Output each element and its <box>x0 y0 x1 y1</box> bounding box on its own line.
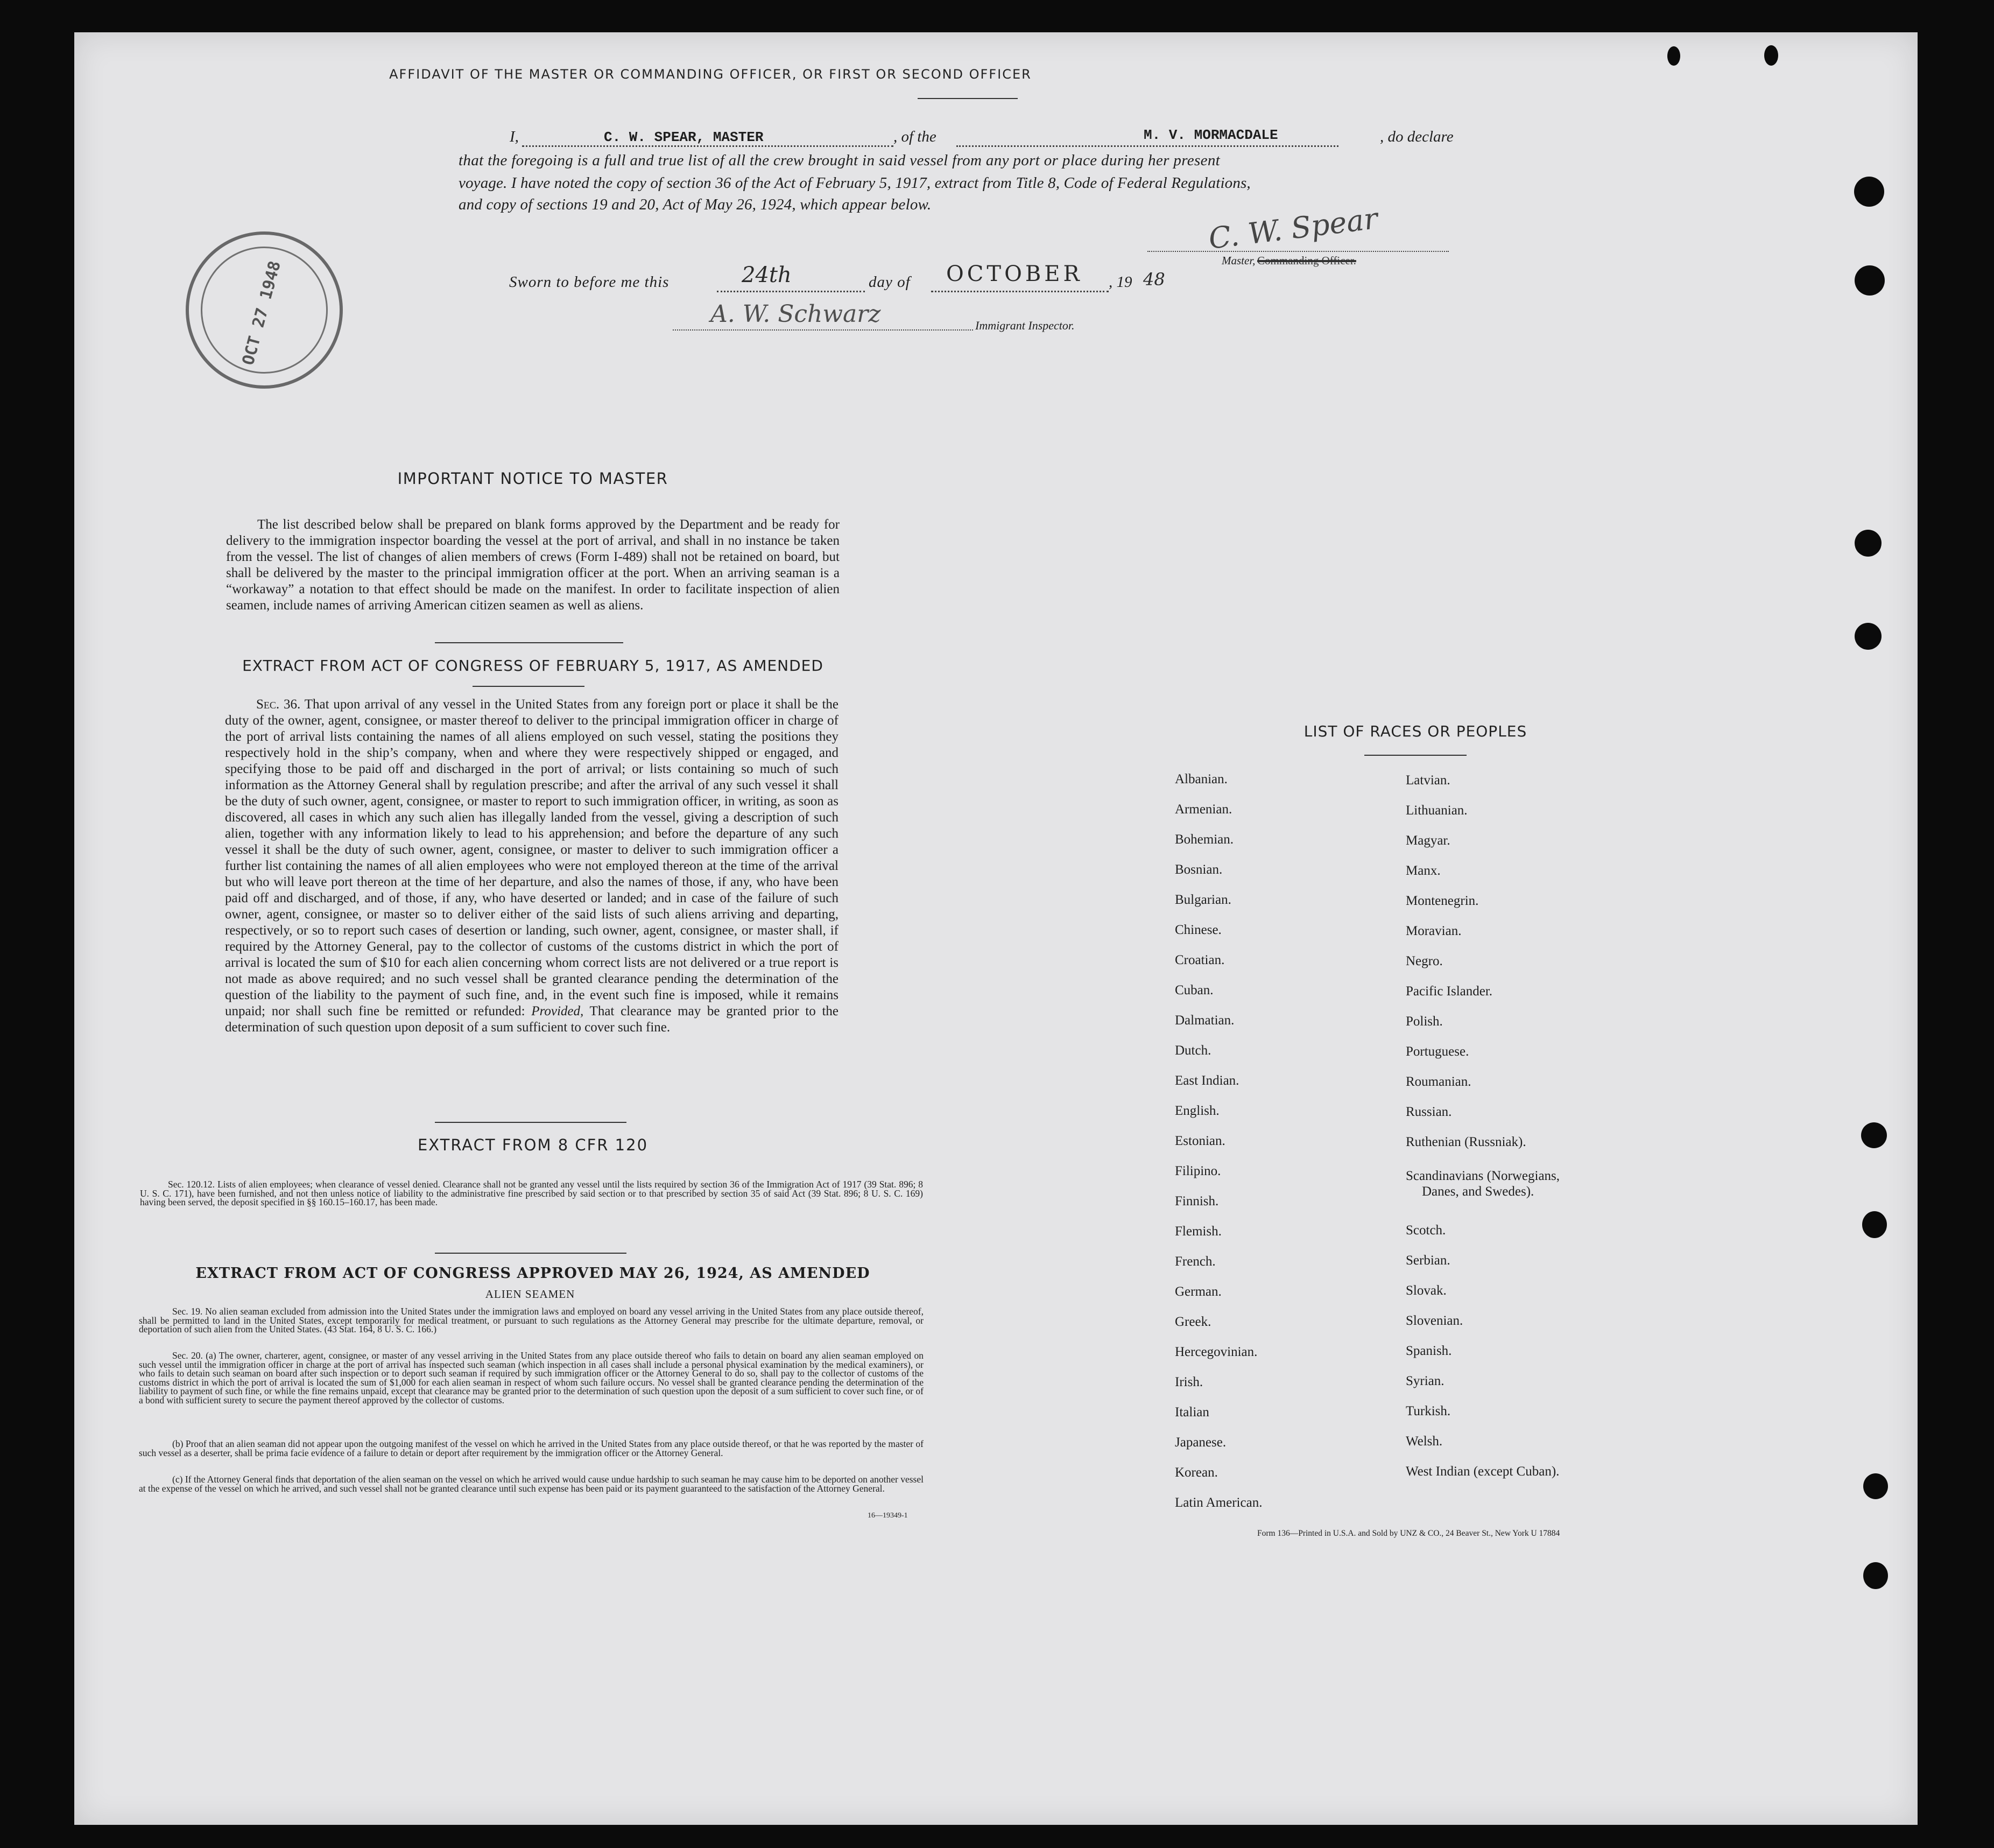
inspector-label: Immigrant Inspector. <box>975 319 1075 332</box>
sec20b-text: (b) Proof that an alien seaman did not appear upon the outgoing manifest of the vessel on which he arrived in the United States from any place outside thereof, or that he was reported by the master of such vessel as a deserter, shall be prima facie evidence of a failure to detain or deport after requirement by the immigration officer or the Attorney General. <box>139 1438 924 1458</box>
stamp-date: OCT 27 1948 <box>238 259 285 367</box>
race-item: Pacific Islander. <box>1406 984 1493 999</box>
race-item: Slovak. <box>1406 1283 1447 1298</box>
race-item: Italian <box>1175 1405 1209 1420</box>
race-item: Portuguese. <box>1406 1044 1469 1059</box>
race-item: Lithuanian. <box>1406 803 1468 818</box>
punch-hole <box>1667 46 1680 66</box>
race-item: Japanese. <box>1175 1435 1227 1450</box>
sec36-body: That upon arrival of any vessel in the United States from any foreign port or place it shall be the duty of the owner, agent, consignee, or master thereof to deliver to the principal immigration officer in charge of the port of arrival lists containing the names of all aliens employed on such vessel, stating the positions they respectively hold in the ship’s company, when and where they were respectively shipped or engaged, and specifying those to be paid off and discharged in the port of arrival; or lists containing so much of such information as the Attorney General shall by regulation prescribe; and after the arrival of any such vessel it shall be the duty of such owner, agent, consignee, or master to report to such immigration officer, in writing, as soon as discovered, all cases in which any such alien has illegally landed from the vessel, giving a description of such alien, together with any information likely to lead to his apprehension; and before the departure of any such vessel it shall be the duty of such owner, agent, consignee, or master to deliver to such immigration officer a further list containing the names of all alien employees who were not employed thereon at the time of the arrival but who will leave port thereon at the time of her departure, and also the names of those, if any, who have been paid off and discharged, and of those, if any, who have deserted or landed; and in case of the failure of such owner, agent, consignee, or master so to deliver either of the said lists of such aliens arriving and departing, respectively, or so to report such cases of desertion or landing, such owner, agent, consignee, or master shall, if required by the Attorney General, pay to the collector of customs of the customs district in which the port of arrival is located the sum of $10 for each alien concerning whom correct lists are not delivered or a true report is not made as above required; and no such vessel shall be granted clearance pending the determination of the question of the liability to the payment of such fine, and, in the event such fine is imposed, while it remains unpaid; nor shall such fine be remitted or refunded: <box>225 697 839 1018</box>
master-name-field: C. W. SPEAR, MASTER <box>604 129 764 145</box>
race-item: Spanish. <box>1406 1344 1452 1358</box>
divider <box>435 1122 626 1123</box>
race-item: Hercegovinian. <box>1175 1345 1258 1359</box>
sworn-label: Sworn to before me this <box>509 273 670 291</box>
race-item: Russian. <box>1406 1105 1452 1119</box>
divider <box>435 1253 626 1254</box>
year-field: 48 <box>1143 269 1165 290</box>
master-label: Master, <box>1222 254 1256 267</box>
race-item: East Indian. <box>1175 1073 1239 1088</box>
master-signature-line <box>1147 251 1449 252</box>
race-item: Greek. <box>1175 1315 1211 1329</box>
master-name-line <box>522 145 893 147</box>
race-item: Finnish. <box>1175 1194 1219 1208</box>
race-item: Syrian. <box>1406 1374 1445 1388</box>
sec20c-text: (c) If the Attorney General finds that deportation of the alien seaman on the vessel on which he arrived would cause undue hardship to such seaman he may cause him to be deported on another vessel at the expense of the vessel on which he arrived, and such vessel shall not be granted clearance until such expense has been paid or its payment guaranteed to the satisfaction of the Attorney General. <box>139 1474 924 1494</box>
notice-text: The list described below shall be prepared on blank forms approved by the Department and be ready for delivery to the immigration inspector boarding the vessel at the port of arrival, and shall in no instance be taken from the vessel. The list of changes of alien members of crews (Form I-489) shall not be retained on board, but shall be delivered by the master to the principal immigration officer at the port. When an arriving seaman is a “workaway” a notation to that effect should be made on the manifest. In order to facilitate inspection of alien seamen, include names of arriving American citizen seamen as well as aliens. <box>226 517 840 613</box>
race-item: Serbian. <box>1406 1253 1450 1268</box>
race-item: Scotch. <box>1406 1223 1446 1238</box>
races-right-column <box>1406 1215 1559 1487</box>
cfr-heading: EXTRACT FROM 8 CFR 120 <box>417 1136 649 1154</box>
race-item: Montenegrin. <box>1406 894 1479 908</box>
race-item: French. <box>1175 1254 1216 1269</box>
punch-hole <box>1862 1211 1887 1238</box>
divider <box>473 686 584 687</box>
race-item: Manx. <box>1406 863 1441 878</box>
races-heading: LIST OF RACES OR PEOPLES <box>1304 722 1527 740</box>
punch-hole <box>1855 623 1882 650</box>
sec20a-text: Sec. 20. (a) The owner, charterer, agent, consignee, or master of any vessel arriving in the United States from any place outside thereof who fails to detain on board any alien seaman employed on such vessel until the immigration officer in charge at the port of arrival has inspected such seaman (which inspection in all cases shall include a personal physical examination by the medical examiners), or who fails to detain such seaman on board after such inspection or to deport such seaman if required by such immigration officer or the Attorney General to do so, shall pay to the collector of customs of the customs district in which the port of arrival is located the sum of $1,000 for each alien seaman in respect of whom such failure occurs. No vessel shall be granted clearance pending the determination of the liability to payment of such fine, or while the fine remains unpaid, except that clearance may be granted prior to the determination of such question upon the deposit of a sum sufficient to cover such fine, or of a bond with sufficient surety to secure the payment thereof approved by the collector of customs. <box>139 1350 924 1406</box>
race-item: Dalmatian. <box>1175 1013 1235 1028</box>
vessel-name-line <box>956 145 1338 147</box>
inspector-signature-line <box>673 329 973 331</box>
declare-label: , do declare <box>1380 128 1454 145</box>
divider <box>435 642 623 643</box>
provided-label: Provided, <box>531 1004 584 1018</box>
race-item: Korean. <box>1175 1465 1218 1480</box>
commanding-officer-struck: Commanding Officer. <box>1257 254 1356 267</box>
sec19-text: Sec. 19. No alien seaman excluded from admission into the United States under the immigration laws and employed on board any vessel arriving in the United States from any place outside thereof, shall be permitted to land in the United States, except temporarily for medical treatment, or pursuant to such regulations as the Attorney General may prescribe for the ultimate departure, removal, or deportation of such alien from the United States. (43 Stat. 164, 8 U. S. C. 166.) <box>139 1306 924 1334</box>
punch-hole <box>1855 530 1882 557</box>
race-item: Croatian. <box>1175 953 1225 967</box>
race-item: English. <box>1175 1104 1220 1118</box>
sworn-day-line <box>717 291 865 292</box>
race-item: Moravian. <box>1406 924 1462 938</box>
affidavit-line: and copy of sections 19 and 20, Act of May 26, 1924, which appear below. <box>459 196 932 213</box>
races-left-column <box>1175 764 1262 1518</box>
inspection-stamp <box>186 231 343 389</box>
race-item: Latvian. <box>1406 773 1450 788</box>
race-item: Turkish. <box>1406 1404 1451 1418</box>
day-of-label: day of <box>869 273 911 291</box>
affidavit-line: voyage. I have noted the copy of section 36 of the Act of February 5, 1917, extract from Title 8, Code of Federal Regulations, <box>459 174 1251 192</box>
punch-hole <box>1863 1562 1888 1589</box>
punch-hole <box>1863 1473 1888 1499</box>
punch-hole <box>1854 177 1884 207</box>
extract-1924-heading: EXTRACT FROM ACT OF CONGRESS APPROVED MAY 26, 1924, AS AMENDED <box>195 1265 870 1282</box>
race-item <box>1406 1168 1560 1199</box>
race-item: Armenian. <box>1175 802 1232 817</box>
of-the-label: , of the <box>893 128 936 145</box>
race-item: Latin American. <box>1175 1495 1263 1510</box>
divider <box>1364 755 1467 756</box>
race-item: German. <box>1175 1284 1222 1299</box>
race-item: Dutch. <box>1175 1043 1211 1058</box>
race-item-line: Scandinavians (Norwegians, <box>1406 1169 1560 1183</box>
affidavit-prefix: I, <box>510 128 519 145</box>
race-item: Chinese. <box>1175 923 1222 937</box>
inspector-signature: A. W. Schwarz <box>710 300 881 328</box>
race-item: Estonian. <box>1175 1134 1225 1148</box>
year-prefix: , 19 <box>1109 273 1132 291</box>
race-item: Irish. <box>1175 1375 1203 1389</box>
alien-seamen-subheading: ALIEN SEAMEN <box>485 1288 575 1301</box>
race-item-line: Danes, and Swedes). <box>1422 1184 1534 1199</box>
race-item: Filipino. <box>1175 1164 1221 1178</box>
sworn-month-field: OCTOBER <box>946 262 1083 286</box>
affidavit-line: that the foregoing is a full and true list of all the crew brought in said vessel from any port or place during her present <box>459 152 1221 169</box>
race-item: Ruthenian (Russniak). <box>1406 1135 1526 1149</box>
sec36-label: Sec. 36. <box>256 697 301 712</box>
cfr-text: Sec. 120.12. Lists of alien employees; when clearance of vessel denied. Clearance shall not be granted any vessel until the lists required by section 36 of the Immigration Act of 1917 (39 Stat. 896; 8 U. S. C. 171), have been furnished, and not then unless notice of liability to the administrative fine prescribed by said section or to that prescribed by section 35 of said Act (39 Stat. 896; 8 U. S. C. 169) having been served, the deposit specified in §§ 160.15–160.17, has been made. <box>140 1179 923 1207</box>
race-item: Negro. <box>1406 954 1443 968</box>
form-code: 16—19349-1 <box>868 1512 908 1520</box>
race-item: Welsh. <box>1406 1434 1443 1449</box>
race-item: Slovenian. <box>1406 1313 1463 1328</box>
divider <box>918 98 1018 99</box>
punch-hole <box>1764 45 1778 66</box>
races-right-column <box>1406 765 1526 1157</box>
race-item: Polish. <box>1406 1014 1443 1029</box>
provided-text: That clearance may be granted prior to the determination of such question upon deposit of a sum sufficient to cover such fine. <box>225 1004 839 1035</box>
race-item: Roumanian. <box>1406 1074 1471 1089</box>
race-item: Magyar. <box>1406 833 1450 848</box>
affidavit-heading: AFFIDAVIT OF THE MASTER OR COMMANDING OFFICER, OR FIRST OR SECOND OFFICER <box>389 67 1032 82</box>
race-item: Cuban. <box>1175 983 1214 997</box>
vessel-name-field: M. V. MORMACDALE <box>1144 127 1278 143</box>
race-item: Albanian. <box>1175 772 1228 786</box>
race-item: Flemish. <box>1175 1224 1222 1239</box>
race-item: Bosnian. <box>1175 862 1223 877</box>
sworn-day-field: 24th <box>742 263 792 287</box>
punch-hole <box>1861 1122 1887 1148</box>
notice-heading: IMPORTANT NOTICE TO MASTER <box>397 469 668 488</box>
race-item: West Indian (except Cuban). <box>1406 1464 1560 1479</box>
race-item: Bulgarian. <box>1175 893 1231 907</box>
sec36-text <box>225 697 839 1036</box>
printer-footer: Form 136—Printed in U.S.A. and Sold by UNZ & CO., 24 Beaver St., New York U 17884 <box>1257 1529 1560 1538</box>
race-item: Bohemian. <box>1175 832 1234 847</box>
sworn-month-line <box>931 291 1109 292</box>
punch-hole <box>1855 265 1885 296</box>
master-signature: C. W. Spear <box>1207 201 1380 256</box>
extract-1917-heading: EXTRACT FROM ACT OF CONGRESS OF FEBRUARY 5, 1917, AS AMENDED <box>242 657 823 674</box>
